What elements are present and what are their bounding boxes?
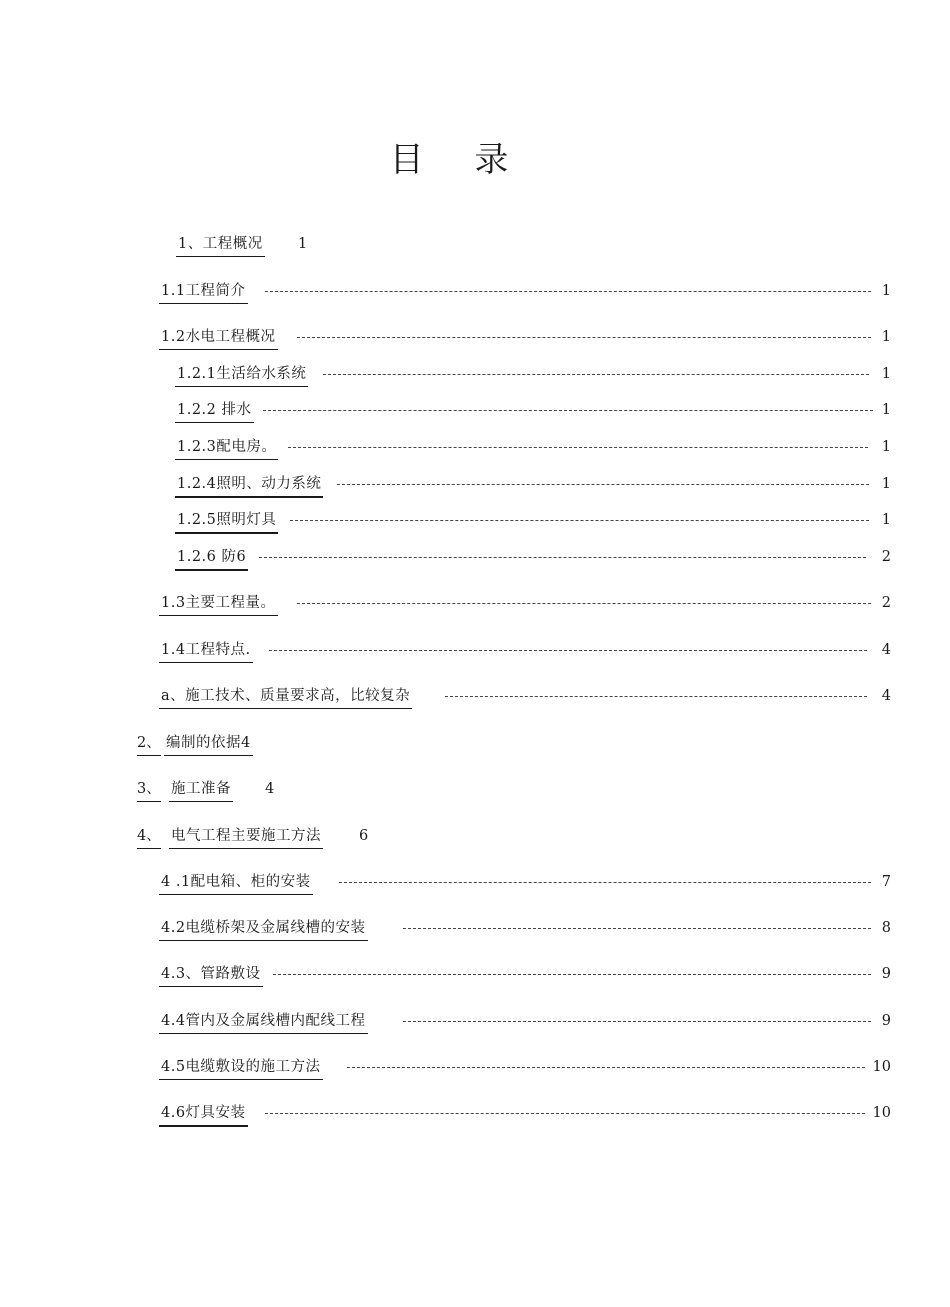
- toc-entry[interactable]: [159, 917, 894, 941]
- toc-leader: [339, 882, 871, 883]
- toc-entry-page: 7: [881, 874, 891, 890]
- toc-entry-page: 1: [881, 402, 891, 418]
- toc-entry-page: 10: [872, 1059, 891, 1075]
- toc-entry-label[interactable]: 4.5电缆敷设的施工方法: [159, 1056, 323, 1080]
- toc-entry-label[interactable]: 4 .1配电箱、柜的安装: [159, 871, 313, 895]
- toc-entry[interactable]: [137, 732, 387, 756]
- toc-entry[interactable]: [159, 871, 894, 895]
- toc-entry-label[interactable]: 施工准备: [169, 778, 233, 802]
- toc-entry-page: 1: [881, 283, 891, 299]
- toc-entry-page: 10: [872, 1105, 891, 1121]
- toc-entry[interactable]: [175, 399, 894, 423]
- toc-entry[interactable]: [159, 1056, 894, 1080]
- toc-entry[interactable]: [175, 509, 894, 533]
- toc-entry-label[interactable]: 1.2.2 排水: [175, 399, 254, 423]
- toc-leader: [288, 447, 868, 448]
- toc-entry-label[interactable]: 1.3主要工程量。: [159, 592, 278, 616]
- toc-entry-page: 2: [881, 549, 891, 565]
- toc-leader: [265, 291, 871, 292]
- toc-entry-page: 6: [359, 828, 369, 844]
- toc-entry[interactable]: [176, 233, 376, 257]
- toc-entry[interactable]: [159, 639, 894, 663]
- toc-entry-page: 9: [881, 966, 891, 982]
- toc-entry-page: 4: [881, 688, 891, 704]
- toc-entry[interactable]: [175, 363, 894, 387]
- toc-entry-page: 1: [881, 439, 891, 455]
- toc-entry-label[interactable]: 1.2.5照明灯具: [175, 509, 278, 534]
- toc-entry[interactable]: [159, 592, 894, 616]
- toc-entry[interactable]: [159, 1102, 894, 1126]
- toc-entry-page: 2: [881, 595, 891, 611]
- page-title: 目 录: [389, 140, 529, 180]
- toc-leader: [445, 696, 867, 697]
- toc-leader: [273, 974, 871, 975]
- toc-entry[interactable]: [137, 825, 437, 849]
- toc-entry-number: 3、: [137, 778, 161, 802]
- toc-entry-label[interactable]: 1.1工程简介: [159, 280, 248, 304]
- toc-entry[interactable]: [175, 546, 894, 570]
- toc-leader: [297, 603, 871, 604]
- toc-entry-label[interactable]: 4.3、管路敷设: [159, 963, 263, 987]
- toc-entry-page: 1: [881, 329, 891, 345]
- toc-leader: [403, 1021, 871, 1022]
- toc-entry-label[interactable]: 1.2.6 防6: [175, 546, 248, 571]
- toc-entry[interactable]: [159, 1010, 894, 1034]
- toc-entry-page: 1: [881, 476, 891, 492]
- toc-leader: [297, 337, 871, 338]
- toc-entry-number: 2、: [137, 732, 161, 756]
- toc-leader: [269, 650, 867, 651]
- toc-entry-label[interactable]: 1.4工程特点.: [159, 639, 253, 663]
- toc-leader: [403, 928, 871, 929]
- toc-entry[interactable]: [137, 778, 387, 802]
- toc-entry-label[interactable]: 电气工程主要施工方法: [169, 825, 323, 849]
- toc-entry-number: 4、: [137, 825, 161, 849]
- toc-entry[interactable]: [159, 280, 894, 304]
- toc-entry-label[interactable]: 编制的依据4: [164, 732, 253, 756]
- toc-leader: [323, 374, 869, 375]
- toc-entry[interactable]: [175, 473, 894, 497]
- toc-entry-page: 1: [881, 512, 891, 528]
- toc-entry[interactable]: [159, 963, 894, 987]
- toc-entry-label[interactable]: 4.6灯具安装: [159, 1102, 248, 1127]
- toc-leader: [337, 484, 869, 485]
- toc-entry-page: 1: [881, 366, 891, 382]
- toc-leader: [263, 410, 873, 411]
- toc-entry[interactable]: [159, 685, 894, 709]
- toc-leader: [265, 1113, 865, 1114]
- toc-entry-label[interactable]: 1.2水电工程概况: [159, 326, 278, 350]
- toc-entry-label[interactable]: 4.4管内及金属线槽内配线工程: [159, 1010, 368, 1034]
- toc-entry[interactable]: [175, 436, 894, 460]
- toc-entry-label[interactable]: 1.2.4照明、动力系统: [175, 473, 323, 498]
- toc-entry-label[interactable]: a、施工技术、质量要求高，比较复杂: [159, 685, 412, 709]
- toc-entry-page: 1: [298, 236, 308, 252]
- toc-leader: [290, 520, 869, 521]
- toc-entry-label[interactable]: 1、工程概况: [176, 233, 265, 257]
- toc-entry-label[interactable]: 1.2.1生活给水系统: [175, 363, 308, 387]
- toc-leader: [347, 1067, 865, 1068]
- toc-entry-label[interactable]: 4.2电缆桥架及金属线槽的安装: [159, 917, 368, 941]
- toc-entry-page: 8: [881, 920, 891, 936]
- toc-entry-page: 4: [265, 781, 275, 797]
- toc-entry-label[interactable]: 1.2.3配电房。: [175, 436, 278, 460]
- toc-entry-page: 9: [881, 1013, 891, 1029]
- toc-leader: [259, 557, 866, 558]
- toc-entry[interactable]: [159, 326, 894, 350]
- toc-entry-page: 4: [881, 642, 891, 658]
